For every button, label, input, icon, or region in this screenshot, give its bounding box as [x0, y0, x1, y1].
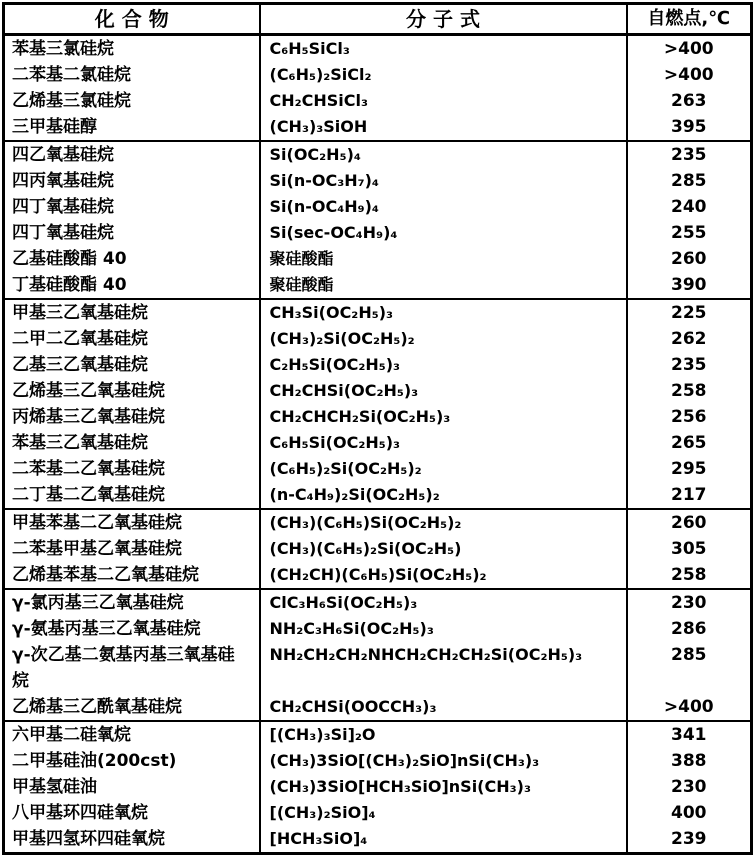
compound-name-cell: 乙烯基三乙酰氧基硅烷	[4, 694, 260, 721]
formula-cell: (C₆H₅)₂SiCl₂	[260, 62, 627, 88]
table-row	[4, 88, 752, 114]
ignition-temp-cell: 258	[671, 381, 707, 401]
formula-cell: 聚硅酸酯	[260, 272, 627, 299]
table-header-row	[4, 4, 752, 35]
formula-cell: CH₃Si(OC₂H₅)₃	[260, 299, 627, 326]
ignition-temp-cell: 230	[671, 593, 707, 613]
table-body	[4, 35, 752, 854]
compound-name-cell: 甲基三乙氧基硅烷	[12, 303, 148, 323]
compound-name-cell: 乙基三乙氧基硅烷	[12, 355, 148, 375]
ignition-temp-cell: 235	[671, 145, 707, 165]
compound-name-cell: 丁基硅酸酯 40	[4, 272, 260, 299]
compound-name-cell: 二甲二乙氧基硅烷	[12, 329, 148, 349]
compound-name-cell: 甲基苯基二乙氧基硅烷	[12, 513, 182, 533]
table-row	[4, 482, 752, 509]
compound-name-cell: 甲基氢硅油	[12, 777, 97, 797]
formula-cell: (CH₃)₂Si(OC₂H₅)₂	[260, 326, 627, 352]
ignition-temp-cell: 239	[671, 829, 707, 849]
formula-cell: CH₂CHSiCl₃	[260, 88, 627, 114]
ignition-temp-cell: >400	[663, 39, 714, 59]
compound-name-cell: 六甲基二硅氧烷	[12, 725, 131, 745]
ignition-temp-cell: 388	[671, 751, 707, 771]
table-row	[4, 589, 752, 616]
table-row	[4, 562, 752, 589]
header-cell-ignition-temp: 自燃点,℃	[627, 4, 752, 35]
ignition-temp-cell: 230	[671, 777, 707, 797]
formula-cell: [(CH₃)₃Si]₂O	[260, 721, 627, 748]
table-row	[4, 272, 752, 299]
table-row	[4, 35, 752, 63]
formula-cell: (CH₃)₃SiOH	[260, 114, 627, 141]
formula-cell: NH₂CH₂CH₂NHCH₂CH₂CH₂Si(OC₂H₅)₃	[260, 642, 627, 694]
compound-name-cell: 乙烯基苯基二乙氧基硅烷	[4, 562, 260, 589]
compound-name-cell: 乙烯基三氯硅烷	[12, 91, 131, 111]
table-row	[4, 299, 752, 326]
compound-name-cell: 甲基四氢环四硅氧烷	[12, 829, 165, 849]
formula-cell: Si(OC₂H₅)₄	[260, 141, 627, 168]
compound-name-cell: γ-氨基丙基三乙氧基硅烷	[12, 619, 201, 639]
compound-name-cell: 乙基硅酸酯 40	[12, 249, 127, 269]
table-row	[4, 62, 752, 88]
compound-name-cell: 二苯基甲基乙氧基硅烷	[12, 539, 182, 559]
ignition-temp-cell: 260	[671, 513, 707, 533]
compound-name-cell: 四丁氧基硅烷	[12, 223, 114, 243]
compound-name-cell: 四丙氧基硅烷	[12, 171, 114, 191]
ignition-temp-cell: 295	[671, 459, 707, 479]
table-row	[4, 536, 752, 562]
formula-cell: C₆H₅SiCl₃	[260, 35, 627, 63]
compound-name-cell: 四丁氧基硅烷	[12, 197, 114, 217]
ignition-temp-cell: 285	[671, 645, 707, 665]
formula-cell: (CH₃)(C₆H₅)₂Si(OC₂H₅)	[260, 536, 627, 562]
ignition-temp-cell: 285	[671, 171, 707, 191]
ignition-temp-cell: 400	[671, 803, 707, 823]
formula-cell: C₂H₅Si(OC₂H₅)₃	[260, 352, 627, 378]
table-row	[4, 509, 752, 536]
compound-table	[2, 2, 753, 855]
formula-cell: CH₂CHSi(OC₂H₅)₃	[260, 378, 627, 404]
formula-cell: C₆H₅Si(OC₂H₅)₃	[260, 430, 627, 456]
table-row	[4, 194, 752, 220]
ignition-temp-cell: 240	[671, 197, 707, 217]
table-row	[4, 616, 752, 642]
ignition-temp-cell: 341	[671, 725, 707, 745]
compound-name-cell: 乙烯基三乙氧基硅烷	[12, 381, 165, 401]
compound-name-cell: 二苯基二氯硅烷	[12, 65, 131, 85]
ignition-temp-cell: >400	[663, 65, 714, 85]
formula-cell: (C₆H₅)₂Si(OC₂H₅)₂	[260, 456, 627, 482]
table-row	[4, 378, 752, 404]
formula-cell: [(CH₃)₂SiO]₄	[260, 800, 627, 826]
table-row	[4, 642, 752, 694]
compound-name-cell: 二甲基硅油(200cst)	[12, 751, 177, 771]
formula-cell: (CH₃)3SiO[(CH₃)₂SiO]nSi(CH₃)₃	[260, 748, 627, 774]
ignition-temp-cell: 265	[671, 433, 707, 453]
formula-cell: Si(n-OC₃H₇)₄	[260, 168, 627, 194]
ignition-temp-cell: 263	[671, 91, 707, 111]
table-row	[4, 404, 752, 430]
formula-cell: 聚硅酸酯	[260, 246, 627, 272]
table-row	[4, 220, 752, 246]
ignition-temp-cell: 262	[671, 329, 707, 349]
formula-cell: ClC₃H₆Si(OC₂H₅)₃	[260, 589, 627, 616]
table-row	[4, 114, 752, 141]
table-row	[4, 694, 752, 721]
compound-name-cell: 八甲基环四硅氧烷	[12, 803, 148, 823]
ignition-temp-cell: 256	[671, 407, 707, 427]
formula-cell: (CH₃)(C₆H₅)Si(OC₂H₅)₂	[260, 509, 627, 536]
table-row	[4, 246, 752, 272]
ignition-temp-cell: 305	[671, 539, 707, 559]
formula-cell: [HCH₃SiO]₄	[260, 826, 627, 854]
table-row	[4, 352, 752, 378]
formula-cell: CH₂CHCH₂Si(OC₂H₅)₃	[260, 404, 627, 430]
ignition-temp-cell: 225	[671, 303, 707, 323]
ignition-temp-cell: 217	[627, 482, 752, 509]
compound-name-cell: γ-氯丙基三乙氧基硅烷	[12, 593, 184, 613]
compound-name-cell: 二丁基二乙氧基硅烷	[4, 482, 260, 509]
formula-cell: CH₂CHSi(OOCCH₃)₃	[260, 694, 627, 721]
compound-name-cell: γ-次乙基二氨基丙基三氧基硅烷	[12, 645, 235, 691]
table-row	[4, 800, 752, 826]
formula-cell: NH₂C₃H₆Si(OC₂H₅)₃	[260, 616, 627, 642]
table-row	[4, 326, 752, 352]
table-row	[4, 721, 752, 748]
header-cell-compound: 化 合 物	[4, 4, 260, 35]
compound-name-cell: 丙烯基三乙氧基硅烷	[12, 407, 165, 427]
header-cell-formula: 分 子 式	[260, 4, 627, 35]
formula-cell: Si(n-OC₄H₉)₄	[260, 194, 627, 220]
ignition-temp-cell: 390	[627, 272, 752, 299]
table-row	[4, 826, 752, 854]
ignition-temp-cell: 235	[671, 355, 707, 375]
formula-cell: (CH₂CH)(C₆H₅)Si(OC₂H₅)₂	[260, 562, 627, 589]
compound-name-cell: 苯基三乙氧基硅烷	[12, 433, 148, 453]
ignition-temp-cell: >400	[627, 694, 752, 721]
table-row	[4, 774, 752, 800]
formula-cell: (n-C₄H₉)₂Si(OC₂H₅)₂	[260, 482, 627, 509]
formula-cell: Si(sec-OC₄H₉)₄	[260, 220, 627, 246]
table-row	[4, 748, 752, 774]
table-row	[4, 430, 752, 456]
compound-name-cell: 四乙氧基硅烷	[12, 145, 114, 165]
compound-name-cell: 二苯基二乙氧基硅烷	[12, 459, 165, 479]
table-row	[4, 141, 752, 168]
compound-name-cell: 苯基三氯硅烷	[12, 39, 114, 59]
formula-cell: (CH₃)3SiO[HCH₃SiO]nSi(CH₃)₃	[260, 774, 627, 800]
compound-name-cell: 三甲基硅醇	[4, 114, 260, 141]
table-row	[4, 456, 752, 482]
table-row	[4, 168, 752, 194]
ignition-temp-cell: 260	[671, 249, 707, 269]
ignition-temp-cell: 258	[627, 562, 752, 589]
ignition-temp-cell: 395	[627, 114, 752, 141]
ignition-temp-cell: 286	[671, 619, 707, 639]
ignition-temp-cell: 255	[671, 223, 707, 243]
